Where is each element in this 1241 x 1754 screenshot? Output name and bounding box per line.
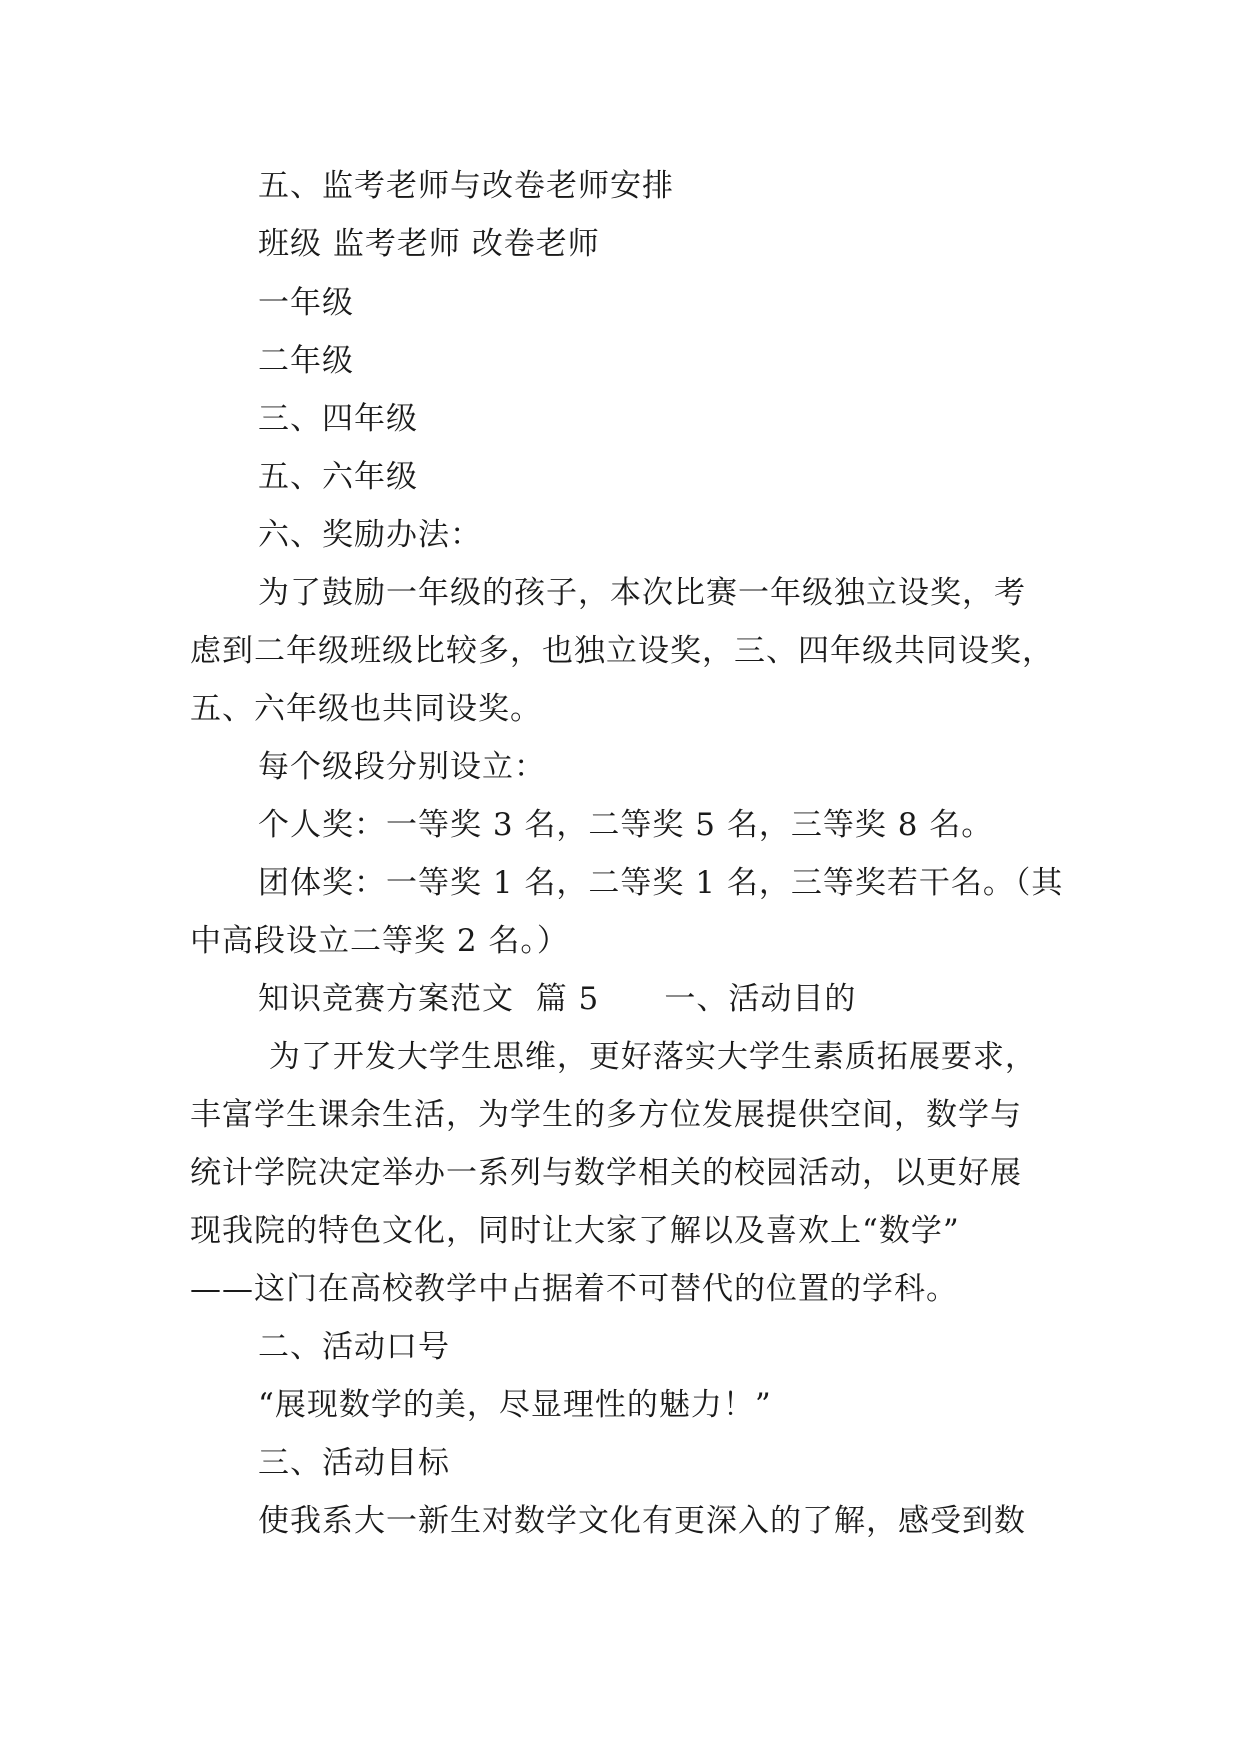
heading-reward-method: 六、奖励办法： <box>258 517 482 553</box>
paragraph-line: 丰富学生课余生活，为学生的多方位发展提供空间，数学与 <box>190 1097 1022 1133</box>
heading-activity-slogan: 二、活动口号 <box>258 1329 450 1365</box>
paragraph-line: 统计学院决定举办一系列与数学相关的校园活动，以更好展 <box>190 1155 1022 1191</box>
section-title-plan-5: 知识竞赛方案范文 篇 5 一、活动目的 <box>258 981 857 1017</box>
paragraph-line: 为了鼓励一年级的孩子，本次比赛一年级独立设奖，考 <box>258 575 1026 611</box>
paragraph-line: 中高段设立二等奖 2 名。） <box>190 923 569 959</box>
paragraph-line: ——这门在高校教学中占据着不可替代的位置的学科。 <box>190 1271 958 1307</box>
paragraph-line: 使我系大一新生对数学文化有更深入的了解，感受到数 <box>258 1503 1026 1539</box>
paragraph-line: 虑到二年级班级比较多，也独立设奖，三、四年级共同设奖， <box>190 633 1054 669</box>
grade-row-1: 一年级 <box>258 285 354 321</box>
paragraph-line: 五、六年级也共同设奖。 <box>190 691 542 727</box>
paragraph-line: 团体奖：一等奖 1 名，二等奖 1 名，三等奖若干名。（其 <box>258 865 1064 901</box>
paragraph-line: 个人奖：一等奖 3 名，二等奖 5 名，三等奖 8 名。 <box>258 807 994 843</box>
grade-row-2: 二年级 <box>258 343 354 379</box>
paragraph-line: 每个级段分别设立： <box>258 749 546 785</box>
grade-row-3-4: 三、四年级 <box>258 401 418 437</box>
heading-invigilator-arrangement: 五、监考老师与改卷老师安排 <box>258 168 674 204</box>
paragraph-line: 为了开发大学生思维，更好落实大学生素质拓展要求， <box>258 1039 1037 1075</box>
grade-row-5-6: 五、六年级 <box>258 459 418 495</box>
table-header-row: 班级 监考老师 改卷老师 <box>258 226 600 262</box>
paragraph-line: 现我院的特色文化，同时让大家了解以及喜欢上“数学” <box>190 1213 960 1249</box>
heading-activity-goal: 三、活动目标 <box>258 1445 450 1481</box>
slogan-text: “展现数学的美，尽显理性的魅力！” <box>258 1387 772 1423</box>
